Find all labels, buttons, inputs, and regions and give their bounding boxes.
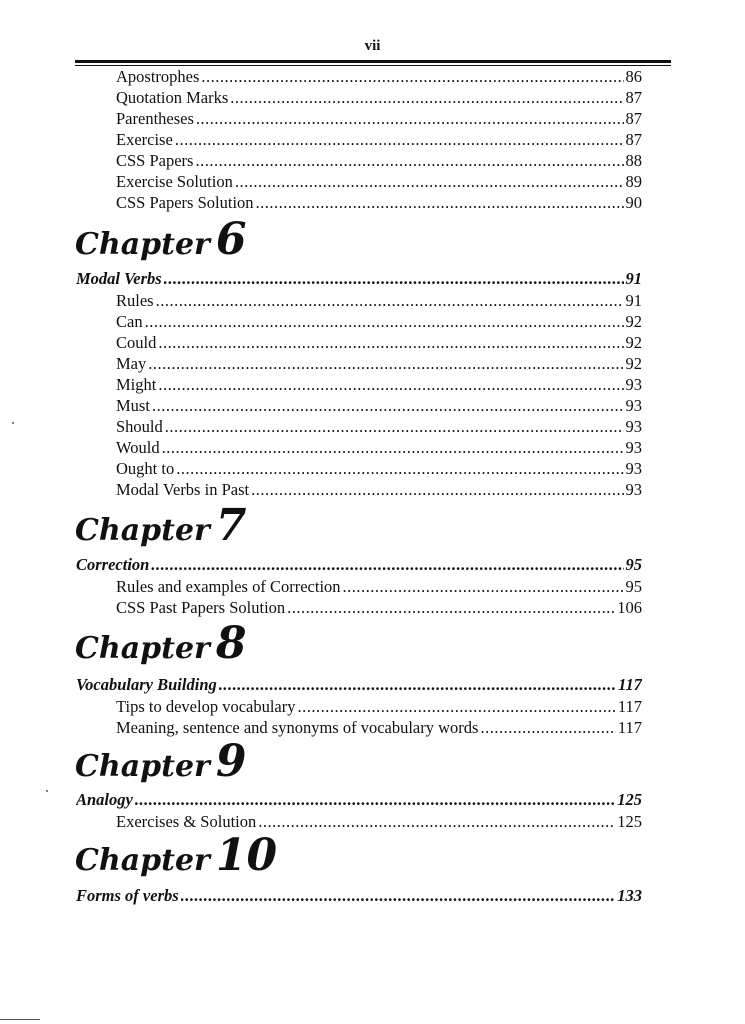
toc-entry: [116, 171, 642, 192]
toc-entry: [116, 458, 642, 479]
toc-entry-page: 93: [625, 480, 642, 499]
toc-entry-page: 87: [625, 109, 642, 128]
chapter-heading: [75, 214, 246, 265]
toc-leader-dots: [162, 437, 624, 458]
toc-entry-page: 125: [617, 812, 642, 831]
toc-entry-page: 92: [625, 312, 642, 331]
toc-entry: [116, 479, 642, 500]
toc-entry: [116, 353, 642, 374]
toc-entry-title: Apostrophes: [116, 67, 200, 86]
toc-entry-page: 90: [625, 193, 642, 212]
chapter-number: 10: [215, 830, 278, 881]
toc-entry-title: Parentheses: [116, 109, 194, 128]
chapter-word: Chapter: [75, 843, 210, 878]
toc-entry-page: 93: [625, 417, 642, 436]
toc-entry: [116, 696, 642, 717]
toc-entry-page: 87: [625, 130, 642, 149]
toc-entry-page: 86: [625, 67, 642, 86]
chapter-word: Chapter: [75, 749, 210, 784]
scan-speck: [46, 790, 48, 792]
toc-entry-title: Tips to develop vocabulary: [116, 697, 296, 716]
toc-entry: [116, 437, 642, 458]
toc-leader-dots: [195, 150, 623, 171]
toc-entry-page: 92: [625, 333, 642, 352]
toc-entry: [116, 129, 642, 150]
toc-entry-page: 117: [617, 718, 642, 737]
toc-leader-dots: [151, 554, 623, 576]
toc-entry: [116, 87, 642, 108]
toc-entry-page: 88: [625, 151, 642, 170]
toc-entry-title: Should: [116, 417, 163, 436]
toc-leader-dots: [256, 192, 624, 213]
toc-leader-dots: [201, 66, 623, 87]
toc-leader-dots: [181, 885, 616, 907]
toc-entry: [116, 108, 642, 129]
toc-section-page: 117: [618, 675, 642, 694]
toc-section-page: 133: [617, 886, 642, 905]
toc-leader-dots: [158, 374, 623, 395]
toc-entry-title: Exercises & Solution: [116, 812, 257, 831]
toc-entry-title: Would: [116, 438, 160, 457]
toc-entry: [116, 395, 642, 416]
header-rule-thick: [75, 60, 671, 63]
toc-leader-dots: [148, 353, 623, 374]
chapter-number: 7: [215, 500, 247, 551]
toc-leader-dots: [145, 311, 624, 332]
chapter-number: 8: [215, 618, 247, 669]
toc-entry-page: 91: [625, 291, 642, 310]
chapter-heading: [75, 830, 277, 881]
chapter-word: Chapter: [75, 227, 210, 262]
toc-entry-page: 87: [625, 88, 642, 107]
toc-section-title: Modal Verbs: [76, 269, 162, 288]
toc-entry-title: CSS Papers: [116, 151, 194, 170]
toc-entry-page: 93: [625, 438, 642, 457]
toc-section: [76, 789, 642, 811]
toc-section: [76, 268, 642, 290]
toc-entry: [116, 416, 642, 437]
toc-entry-page: 92: [625, 354, 642, 373]
toc-entry-title: Could: [116, 333, 157, 352]
toc-section: [76, 885, 642, 907]
toc-entry-title: Might: [116, 375, 157, 394]
toc-section: [76, 554, 642, 576]
toc-entry-page: 117: [617, 697, 642, 716]
toc-entry: [116, 717, 642, 738]
toc-entry-title: Modal Verbs in Past: [116, 480, 250, 499]
toc-entry-title: Rules: [116, 291, 154, 310]
toc-section-title: Vocabulary Building: [76, 675, 217, 694]
toc-leader-dots: [164, 268, 624, 290]
toc-leader-dots: [175, 129, 624, 150]
toc-leader-dots: [152, 395, 624, 416]
toc-entry: [116, 374, 642, 395]
toc-section-page: 91: [625, 269, 642, 288]
toc-entry-page: 93: [625, 459, 642, 478]
toc-entry-title: Ought to: [116, 459, 175, 478]
toc-entry-title: Rules and examples of Correction: [116, 577, 341, 596]
toc-entry: [116, 290, 642, 311]
toc-entry-page: 89: [625, 172, 642, 191]
toc-leader-dots: [219, 674, 616, 696]
toc-leader-dots: [343, 576, 624, 597]
toc-entry-title: May: [116, 354, 147, 373]
toc-entry: [116, 311, 642, 332]
chapter-number: 9: [215, 736, 247, 787]
toc-leader-dots: [165, 416, 624, 437]
toc-entry: [116, 576, 642, 597]
toc-entry-title: Meaning, sentence and synonyms of vocabulary words: [116, 718, 479, 737]
toc-entry-title: Can: [116, 312, 143, 331]
toc-leader-dots: [230, 87, 623, 108]
toc-entry-title: Must: [116, 396, 150, 415]
toc-entry-title: CSS Past Papers Solution: [116, 598, 286, 617]
toc-entry-title: Exercise Solution: [116, 172, 233, 191]
page-number: vii: [364, 38, 381, 54]
toc-entry: [116, 192, 642, 213]
chapter-word: Chapter: [75, 631, 210, 666]
toc-entry: [116, 332, 642, 353]
toc-entry: [116, 811, 642, 832]
toc-section-page: 95: [625, 555, 642, 574]
toc-leader-dots: [251, 479, 623, 500]
toc-section: [76, 674, 642, 696]
chapter-word: Chapter: [75, 513, 210, 548]
toc-leader-dots: [298, 696, 616, 717]
toc-entry: [116, 597, 642, 618]
toc-leader-dots: [158, 332, 623, 353]
toc-section-title: Forms of verbs: [76, 886, 179, 905]
toc-leader-dots: [176, 458, 623, 479]
toc-entry-title: Exercise: [116, 130, 173, 149]
toc-entry: [116, 150, 642, 171]
toc-section-title: Correction: [76, 555, 150, 574]
toc-entry-page: 95: [625, 577, 642, 596]
toc-entry-page: 93: [625, 396, 642, 415]
toc-entry-title: CSS Papers Solution: [116, 193, 254, 212]
chapter-heading: [75, 618, 246, 669]
scan-speck: [12, 422, 14, 424]
chapter-heading: [75, 500, 246, 551]
chapter-number: 6: [215, 214, 247, 265]
toc-leader-dots: [258, 811, 615, 832]
toc-entry: [116, 66, 642, 87]
toc-entry-page: 106: [617, 598, 642, 617]
toc-entry-title: Quotation Marks: [116, 88, 229, 107]
toc-leader-dots: [156, 290, 624, 311]
toc-leader-dots: [287, 597, 615, 618]
toc-leader-dots: [196, 108, 624, 129]
toc-leader-dots: [235, 171, 624, 192]
toc-leader-dots: [480, 717, 615, 738]
toc-section-title: Analogy: [76, 790, 133, 809]
toc-leader-dots: [135, 789, 615, 811]
toc-entry-page: 93: [625, 375, 642, 394]
toc-section-page: 125: [617, 790, 642, 809]
scan-speck: [0, 1019, 40, 1020]
chapter-heading: [75, 736, 246, 787]
